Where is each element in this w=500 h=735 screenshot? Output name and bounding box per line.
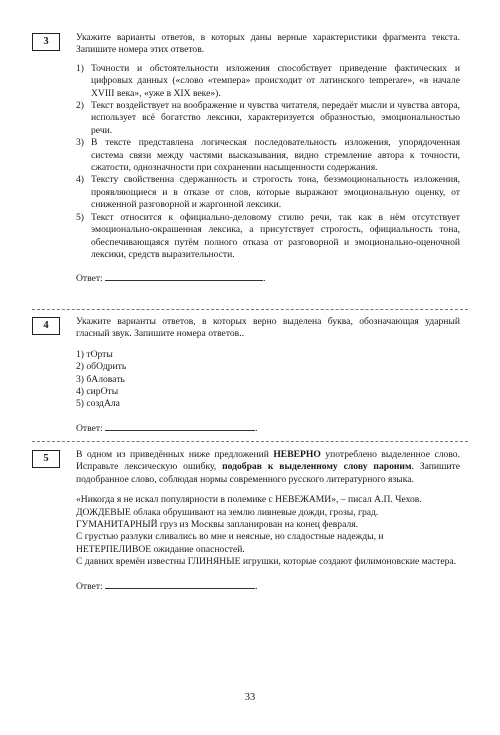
option-item: 4) Тексту свойственна сдержанность и строгость тона, безэмоциональность изложения, проявляющиеся и в отказе от слов, которые выражают эмоциональную оценку, от сниженной разговорной и жаргонной лексики. (76, 174, 460, 211)
answer-field[interactable] (105, 579, 255, 589)
task-question: Укажите варианты ответов, в которых даны верные характеристики фрагмента текста. Запишите номера этих ответов. (76, 32, 460, 56)
option-item: 1) тОрты (76, 348, 113, 360)
options-list (76, 349, 460, 411)
answer-label: Ответ: (76, 273, 103, 285)
answer-field[interactable] (105, 271, 263, 281)
answer-label: Ответ: (76, 580, 103, 592)
option-item: 5) создАла (76, 398, 120, 410)
sentences-list (76, 494, 460, 568)
options-list (76, 63, 460, 262)
option-item: 2) Текст воздействует на воображение и чувства читателя, передаёт мысли и чувства автора, использует всё богатство лексики, характеризуется образностью, эмоциональностью речи. (76, 100, 460, 136)
sentence-item: С давних времён известны ГЛИНЯНЫЕ игрушки, которые создают филимоновские мастера. (76, 556, 457, 568)
option-item: 3) В тексте представлена логическая последовательность изложения, упорядоченная система связи между частями высказывания, видно стремление автора к точности, сжатости, однозначности при сохранении насыщенности содержания. (76, 137, 460, 174)
separator (32, 309, 468, 310)
page-number: 33 (244, 692, 256, 703)
sentence-item: ГУМАНИТАРНЫЙ груз из Москвы запланирован на конец февраля. (76, 519, 359, 531)
answer-label: Ответ: (76, 422, 103, 434)
answer-row: Ответ: . (76, 273, 266, 285)
separator (32, 441, 468, 442)
option-item: 3) бАловать (76, 373, 125, 385)
option-item: 4) сирОты (76, 386, 119, 398)
option-item: 2) обОдрить (76, 361, 127, 373)
task-number-box: 3 (32, 33, 60, 51)
task-number-box: 5 (32, 450, 60, 468)
sentence-item: «Никогда я не искал популярности в полемике с НЕВЕЖАМИ», – писал А.П. Чехов. (76, 494, 422, 506)
task-number-box: 4 (32, 317, 60, 335)
answer-field[interactable] (105, 421, 255, 431)
task-question: В одном из приведённых ниже предложений НЕВЕРНО употреблено выделенное слово. Исправьте лексическую ошибку, подобрав к выделенному слову пароним. Запишите подобранное слово, соблюдая нормы современного русского литературного языка. (76, 449, 460, 485)
answer-row: Ответ: . (76, 422, 258, 434)
sentence-item: ДОЖДЕВЫЕ облака обрушивают на землю ливневые дожди, грозы, град. (76, 506, 379, 518)
task-question: Укажите варианты ответов, в которых верно выделена буква, обозначающая ударный гласный звук. Запишите номера ответов.. (76, 316, 460, 340)
sentence-item: С грустью разлуки сливались во мне и неясные, но сладостные надежды, и НЕТЕРПЕЛИВОЕ ожидание опасностей. (76, 531, 384, 555)
option-item: 5) Текст относится к официально-деловому стилю речи, так как в нём отсутствует эмоционально-окрашенная лексика, а присутствует строгость, официальность тона, обеспечивающаяся путём полного отказа от разговорной и эмоционально-оценочной лексики, средств выразительности. (76, 211, 460, 260)
answer-row: Ответ: . (76, 580, 258, 592)
option-item: 1) Точности и обстоятельности изложения способствует приведение фактических и цифровых данных («слово «темпера» происходит от латинского temperare», «в начале XVIII века», «уже в XIX веке»). (76, 62, 460, 99)
